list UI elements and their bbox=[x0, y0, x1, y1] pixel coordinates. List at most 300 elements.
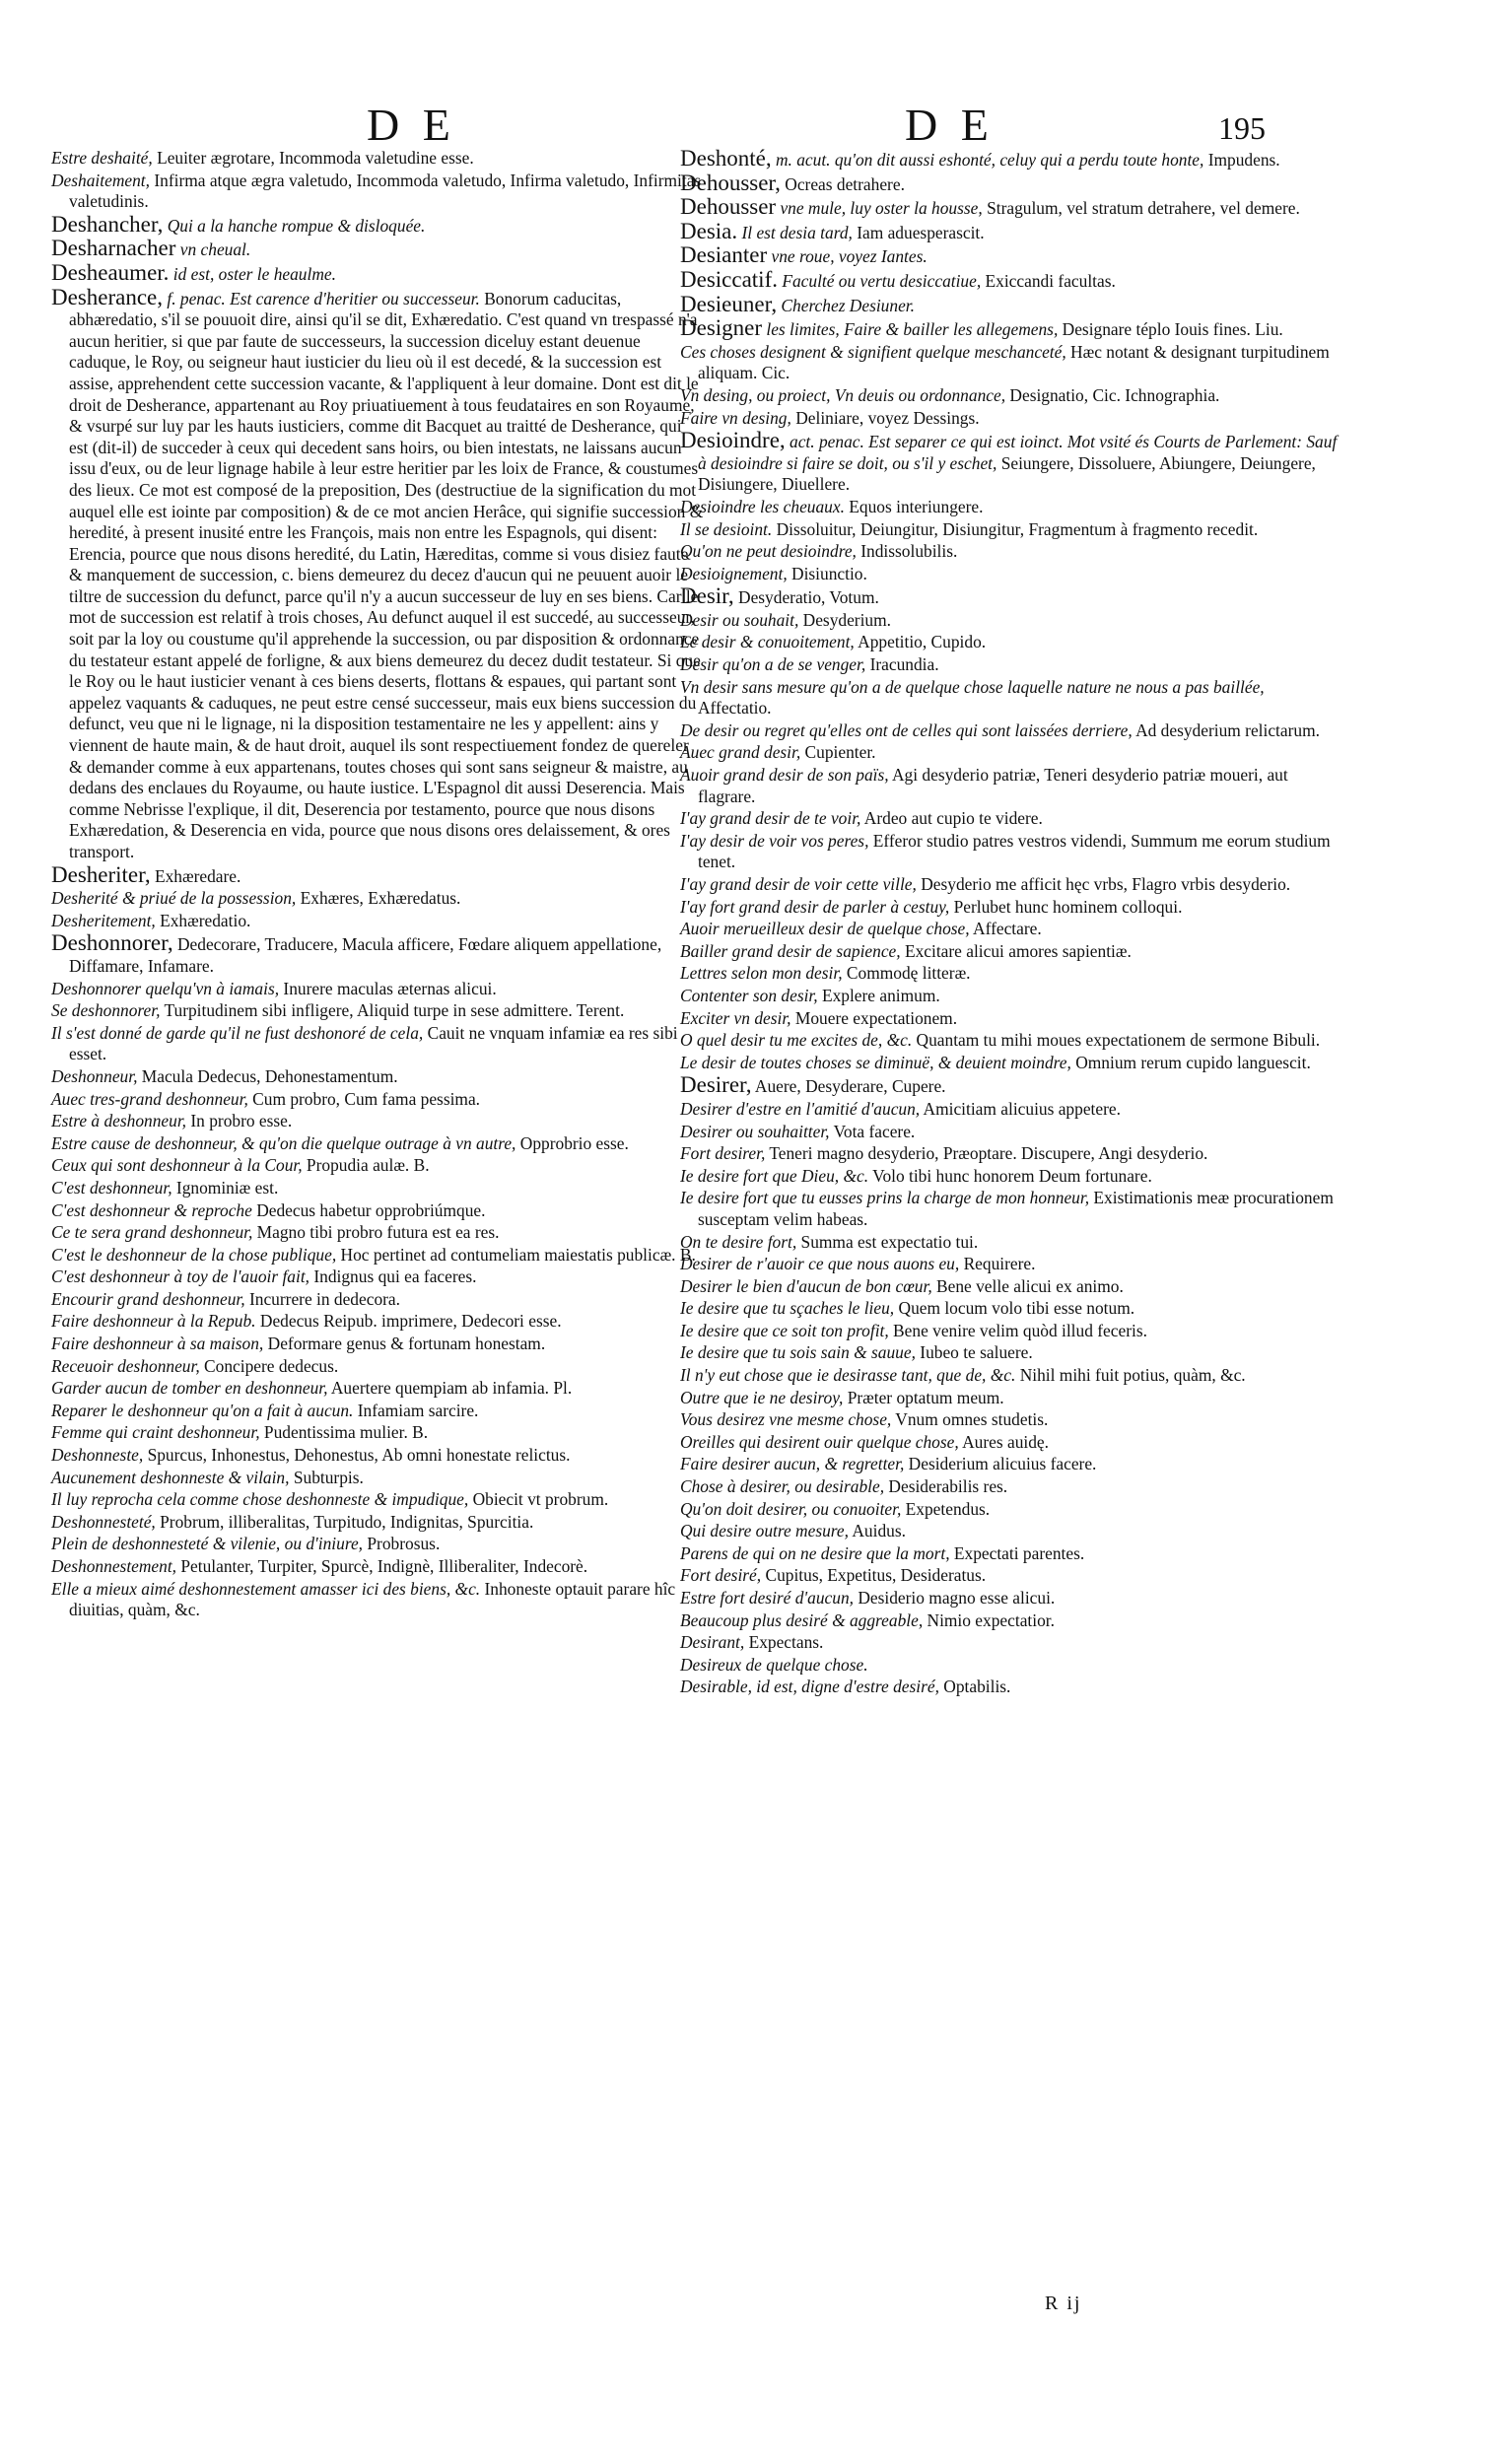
entry-headword: Deshonté, bbox=[680, 146, 772, 171]
entry-latin-text: Expetendus. bbox=[901, 1498, 991, 1519]
entry-french-text: Se deshonnorer, bbox=[51, 1000, 161, 1021]
entry-french-text: Fort desirer, bbox=[680, 1143, 766, 1164]
dictionary-entry bbox=[680, 1365, 1340, 1387]
entry-french-text: Desirer ou souhaitter, bbox=[680, 1121, 830, 1141]
dictionary-entry bbox=[680, 585, 1340, 609]
dictionary-entry bbox=[680, 1122, 1340, 1143]
dictionary-entry bbox=[51, 1512, 704, 1534]
entry-headword: Desheaumer. bbox=[51, 259, 170, 285]
entry-latin-text: Seiungere, Dissoluere, Abiungere, Deiungere, Disiungere, Diuellere. bbox=[698, 452, 1316, 495]
entry-french-text: Desir ou souhait, bbox=[680, 609, 799, 630]
entry-french-text: Estre deshaité, bbox=[51, 148, 153, 168]
entry-latin-text: Desyderium. bbox=[798, 609, 891, 630]
dictionary-entry bbox=[680, 610, 1340, 632]
left-column bbox=[51, 148, 704, 1622]
dictionary-entry bbox=[680, 963, 1340, 985]
entry-french-text: Auec tres-grand deshonneur, bbox=[51, 1088, 248, 1109]
entry-french-text: Ie desire que tu sois sain & sauue, bbox=[680, 1342, 916, 1363]
dictionary-entry bbox=[680, 148, 1340, 171]
entry-french-text: Il s'est donné de garde qu'il ne fust deshonoré de cela, bbox=[51, 1022, 424, 1043]
entry-french-text: vne mule, luy oster la housse, bbox=[776, 198, 983, 219]
dictionary-entry bbox=[51, 932, 704, 977]
entry-french-text: De desir ou regret qu'elles ont de celles qui sont laissées derriere, bbox=[680, 719, 1133, 740]
entry-latin-text: Inurere maculas æternas alicui. bbox=[279, 978, 497, 998]
entry-latin-text: Summa est expectatio tui. bbox=[796, 1231, 979, 1252]
dictionary-entry bbox=[680, 342, 1340, 384]
dictionary-entry bbox=[680, 941, 1340, 963]
entry-french-text: Femme qui craint deshonneur, bbox=[51, 1422, 260, 1443]
entry-latin-text: Concipere dedecus. bbox=[199, 1355, 339, 1376]
entry-latin-text: Ardeo aut cupio te videre. bbox=[860, 808, 1043, 829]
dictionary-entry bbox=[680, 317, 1340, 341]
dictionary-entry bbox=[680, 430, 1340, 496]
entry-french-text: Cherchez Desiuner. bbox=[777, 295, 915, 315]
dictionary-entry bbox=[680, 1499, 1340, 1521]
dictionary-entry bbox=[51, 1111, 704, 1132]
entry-french-text: Desirer d'estre en l'amitié d'aucun, bbox=[680, 1098, 921, 1119]
dictionary-entry bbox=[51, 1000, 704, 1022]
dictionary-entry bbox=[51, 888, 704, 910]
entry-latin-text: Pudentissima mulier. B. bbox=[259, 1422, 429, 1443]
entry-french-text: Ces choses designent & signifient quelque meschanceté, bbox=[680, 341, 1066, 362]
dictionary-entry bbox=[680, 919, 1340, 940]
entry-french-text: Desirant, bbox=[680, 1632, 745, 1653]
entry-french-text: C'est deshonneur & reproche bbox=[51, 1199, 252, 1220]
entry-french-text: Il n'y eut chose que ie desirasse tant, que de, &c. bbox=[680, 1365, 1016, 1386]
entry-latin-text: Probrum, illiberalitas, Turpitudo, Indignitas, Spurcitia. bbox=[155, 1511, 534, 1532]
entry-latin-text: Magno tibi probro futura est ea res. bbox=[252, 1222, 500, 1243]
entry-latin-text: Desiderium alicuius facere. bbox=[904, 1454, 1097, 1474]
entry-latin-text: Cum probro, Cum fama pessima. bbox=[247, 1088, 481, 1109]
dictionary-entry bbox=[51, 1289, 704, 1311]
dictionary-entry bbox=[680, 1254, 1340, 1275]
entry-french-text: Receuoir deshonneur, bbox=[51, 1355, 200, 1376]
dictionary-entry bbox=[680, 497, 1340, 518]
dictionary-entry bbox=[680, 1655, 1340, 1677]
dictionary-entry bbox=[51, 1556, 704, 1578]
entry-latin-text: Infamiam sarcire. bbox=[353, 1400, 479, 1420]
entry-headword: Desir, bbox=[680, 583, 734, 609]
entry-french-text: id est, oster le heaulme. bbox=[169, 263, 336, 284]
dictionary-entry bbox=[680, 1521, 1340, 1542]
dictionary-entry bbox=[51, 1356, 704, 1378]
dictionary-entry bbox=[51, 1023, 704, 1065]
entry-french-text: Vn desing, ou proiect, Vn deuis ou ordonnance, bbox=[680, 384, 1006, 405]
dictionary-entry bbox=[51, 1222, 704, 1244]
entry-french-text: Desireux de quelque chose. bbox=[680, 1654, 868, 1675]
entry-latin-text: Bene venire velim quòd illud feceris. bbox=[888, 1320, 1147, 1340]
dictionary-entry bbox=[51, 1200, 704, 1222]
entry-headword: Dehousser, bbox=[680, 170, 781, 195]
dictionary-entry bbox=[680, 1565, 1340, 1587]
entry-latin-text: Agi desyderio patriæ, Teneri desyderio patriæ moueri, aut flagrare. bbox=[698, 765, 1288, 806]
entry-latin-text: Aures auidę. bbox=[958, 1431, 1049, 1452]
entry-french-text: Deshonneur, bbox=[51, 1065, 138, 1086]
entry-french-text: Garder aucun de tomber en deshonneur, bbox=[51, 1378, 328, 1399]
dictionary-entry bbox=[51, 259, 704, 286]
entry-french-text: Ce te sera grand deshonneur, bbox=[51, 1222, 253, 1243]
dictionary-entry bbox=[51, 979, 704, 1000]
entry-headword: Desirer, bbox=[680, 1072, 752, 1098]
entry-latin-text: Propudia aulæ. B. bbox=[302, 1155, 430, 1176]
dictionary-entry bbox=[51, 1489, 704, 1511]
entry-french-text: On te desire fort, bbox=[680, 1231, 797, 1252]
entry-latin-text: Auere, Desyderare, Cupere. bbox=[751, 1076, 946, 1097]
entry-french-text: Faire deshonneur à sa maison, bbox=[51, 1334, 264, 1354]
left-running-head: D E bbox=[367, 100, 456, 150]
dictionary-entry bbox=[680, 1053, 1340, 1074]
entry-latin-text: Teneri magno desyderio, Præoptare. Discupere, Angi desyderio. bbox=[765, 1143, 1208, 1164]
entry-latin-text: Opprobrio esse. bbox=[515, 1132, 629, 1153]
entry-french-text: C'est deshonneur, bbox=[51, 1177, 172, 1198]
dictionary-entry bbox=[51, 1378, 704, 1400]
entry-french-text: Estre à deshonneur, bbox=[51, 1111, 187, 1131]
dictionary-entry bbox=[680, 1342, 1340, 1364]
dictionary-entry bbox=[680, 218, 1340, 244]
entry-french-text: Qui a la hanche rompue & disloquée. bbox=[163, 215, 426, 236]
entry-french-text: les limites, Faire & bailler les allegemens, bbox=[762, 319, 1059, 340]
entry-latin-text: Nihil mihi fuit potius, quàm, &c. bbox=[1015, 1365, 1246, 1386]
entry-latin-text: Optabilis. bbox=[938, 1677, 1011, 1697]
dictionary-entry bbox=[680, 1409, 1340, 1431]
entry-latin-text: Iubeo te saluere. bbox=[915, 1342, 1033, 1363]
dictionary-entry bbox=[680, 1610, 1340, 1632]
entry-french-text: m. acut. qu'on dit aussi eshonté, celuy qui a perdu toute honte, bbox=[771, 150, 1204, 170]
dictionary-entry bbox=[51, 861, 704, 888]
dictionary-entry bbox=[51, 1155, 704, 1177]
entry-latin-text: Infirma atque ægra valetudo, Incommoda valetudo, Infirma valetudo, Infirmitas valetudinis. bbox=[69, 170, 702, 212]
entry-french-text: Estre cause de deshonneur, & qu'on die quelque outrage à vn autre, bbox=[51, 1132, 516, 1153]
dictionary-entry bbox=[680, 1677, 1340, 1698]
dictionary-entry bbox=[51, 1422, 704, 1444]
dictionary-entry bbox=[51, 1468, 704, 1489]
entry-headword: Desiccatif. bbox=[680, 266, 778, 292]
entry-french-text: Auoir grand desir de son païs, bbox=[680, 765, 889, 786]
dictionary-entry bbox=[680, 874, 1340, 896]
entry-headword: Dehousser bbox=[680, 194, 777, 220]
entry-french-text: Deshaitement, bbox=[51, 170, 150, 190]
entry-latin-text: Ocreas detrahere. bbox=[780, 173, 905, 194]
dictionary-entry bbox=[680, 1099, 1340, 1121]
entry-french-text: Desioindre les cheuaux. bbox=[680, 496, 845, 516]
entry-french-text: Estre fort desiré d'aucun, bbox=[680, 1588, 854, 1608]
entry-french-text: Deshonneste, bbox=[51, 1445, 144, 1466]
entry-latin-text: Iam aduesperascit. bbox=[852, 222, 985, 242]
dictionary-entry bbox=[51, 238, 704, 261]
entry-french-text: Beaucoup plus desiré & aggreable, bbox=[680, 1609, 924, 1630]
entry-latin-text: Præter optatum meum. bbox=[843, 1387, 1004, 1407]
dictionary-entry bbox=[680, 1188, 1340, 1230]
entry-latin-text: Cupitus, Expetitus, Desideratus. bbox=[761, 1565, 987, 1586]
dictionary-entry bbox=[680, 677, 1340, 719]
entry-french-text: Vn desir sans mesure qu'on a de quelque chose laquelle nature ne nous a pas baillée, bbox=[680, 676, 1265, 697]
entry-french-text: Desherité & priué de la possession, bbox=[51, 888, 297, 909]
entry-latin-text: Subturpis. bbox=[289, 1467, 364, 1487]
entry-latin-text: Stragulum, vel stratum detrahere, vel demere. bbox=[982, 198, 1300, 219]
entry-latin-text: Macula Dedecus, Dehonestamentum. bbox=[137, 1065, 398, 1086]
dictionary-entry bbox=[680, 1476, 1340, 1498]
entry-french-text: vn cheual. bbox=[175, 240, 251, 260]
signature-mark: R ij bbox=[1045, 2293, 1082, 2314]
entry-french-text: Ie desire que tu sçaches le lieu, bbox=[680, 1298, 895, 1319]
entry-french-text: Desioignement, bbox=[680, 563, 788, 583]
entry-latin-text: Probrosus. bbox=[363, 1534, 441, 1554]
entry-latin-text: Deliniare, voyez Dessings. bbox=[790, 407, 980, 428]
dictionary-entry bbox=[680, 196, 1340, 220]
entry-headword: Designer bbox=[680, 315, 763, 341]
entry-latin-text: Iracundia. bbox=[865, 654, 939, 675]
dictionary-entry bbox=[680, 564, 1340, 585]
entry-headword: Desieuner, bbox=[680, 291, 778, 316]
entry-latin-text: Bonorum caducitas, abhæredatio, s'il se pouuoit dire, ainsi qu'il se dit, Exhæredatio. C'est quand vn trespassé n'a aucun heritier, si que par faute de successeurs, la succession diceluy estant deuenue caduque, le Roy, ou seigneur haut iusticier du lieu où il est decedé, & la succession est assise, apprehendent cette succession vacante, & l'appliquent à leur domaine. Dont est dit le droit de Desherance, appartenant au Roy priuatiuement à tous feudataires en son Royaume, & vsurpé sur luy par les hauts iusticiers, comme dit Bacquet au traitté de Desherance, qui est (dit-il) de succeder à ceux qui decedent sans hoirs, ou bien intestats, ne laissans aucun issu d'eux, ou de leur lignage habile à leur estre heritier par les loix de France, & coustumes des lieux. Ce mot est composé de la preposition, Des (destructiue de la signification du mot auquel elle est iointe par composition) & de ce mot ancien Herâce, qui signifie succession & heredité, à present inusité entre les François, mais non entre les Espagnols, qui disent: Erencia, pource que nous disons heredité, du Latin, Hæreditas, comme si vous disiez faute & manquement de succession, c. biens demeurez du decez d'aucun qui ne peuuent auoir le tiltre de succession du defunct, parce qu'il n'y a aucun successeur de luy en ses biens. Car le mot de succession est relatif à trois choses, Au defunct auquel il est succedé, au successeur, soit par la loy ou coustume qu'il apprehende la succession, ou par disposition & ordonnance du testateur estant appelé de forligne, & aux biens demeurez du decez dudit testateur. Si que le Roy ou le haut iusticier venant à ces biens deserts, flottans & espaues, qui partant sont appelez vaquants & caduques, ne peut estre censé successeur, mais eux biens succession du defunct, veu que ni le lignage, ni la disposition testamentaire ne les y appellent: ains y viennent de haute main, & de haut droit, auquel ils sont respectiuement fondez de quereler & demander comme à eux appartenans, toutes choses qui sont sans seigneur & maistre, au dedans des enclaues du Royaume, ou haute iustice. L'Espagnol dit aussi Deserencia. Mais comme Nebrisse l'explique, il dit, Deserencia por testamento, pource que nous disons Exhæredation, & Deserencia en vida, pource que nous disons ores delaissement, & ores transport. bbox=[69, 288, 704, 861]
dictionary-entry bbox=[680, 632, 1340, 653]
entry-french-text: C'est le deshonneur de la chose publique, bbox=[51, 1244, 337, 1265]
entry-french-text: Bailler grand desir de sapience, bbox=[680, 940, 901, 961]
entry-latin-text: Cupienter. bbox=[800, 742, 876, 763]
entry-headword: Desioindre, bbox=[680, 428, 786, 453]
dictionary-entry bbox=[680, 1454, 1340, 1475]
dictionary-entry bbox=[680, 408, 1340, 430]
entry-french-text: Deshonnorer quelqu'vn à iamais, bbox=[51, 978, 280, 998]
dictionary-entry bbox=[680, 1030, 1340, 1052]
entry-latin-text: Indignus qui ea faceres. bbox=[309, 1266, 477, 1287]
entry-french-text: Le desir de toutes choses se diminuë, & deuient moindre, bbox=[680, 1052, 1071, 1072]
right-running-head: D E bbox=[905, 100, 995, 150]
entry-latin-text: Disiunctio. bbox=[787, 563, 867, 583]
dictionary-entry bbox=[680, 1432, 1340, 1454]
entry-latin-text: Designatio, Cic. Ichnographia. bbox=[1005, 384, 1220, 405]
dictionary-entry bbox=[51, 211, 704, 238]
entry-latin-text: Exhæres, Exhæredatus. bbox=[296, 888, 461, 909]
entry-french-text: Qu'on ne peut desioindre, bbox=[680, 541, 857, 562]
dictionary-entry bbox=[680, 1632, 1340, 1654]
dictionary-entry bbox=[51, 1089, 704, 1111]
dictionary-entry bbox=[680, 541, 1340, 563]
dictionary-entry bbox=[680, 1588, 1340, 1609]
entry-french-text: I'ay desir de voir vos peres, bbox=[680, 830, 869, 851]
entry-latin-text: Exhæredatio. bbox=[155, 910, 251, 930]
dictionary-entry bbox=[51, 1066, 704, 1088]
dictionary-entry bbox=[680, 765, 1340, 807]
entry-latin-text: Equos interiungere. bbox=[844, 496, 984, 516]
entry-latin-text: Auertere quempiam ab infamia. Pl. bbox=[327, 1378, 573, 1399]
entry-latin-text: Ad desyderium relictarum. bbox=[1132, 719, 1320, 740]
entry-latin-text: Volo tibi hunc honorem Deum fortunare. bbox=[868, 1165, 1152, 1186]
entry-latin-text: Affectatio. bbox=[698, 698, 772, 719]
dictionary-entry bbox=[51, 1445, 704, 1467]
dictionary-entry bbox=[680, 1543, 1340, 1565]
entry-latin-text: Spurcus, Inhonestus, Dehonestus, Ab omni honestate relictus. bbox=[143, 1445, 571, 1466]
dictionary-entry bbox=[680, 720, 1340, 742]
entry-latin-text: Existimationis meæ procurationem susceptam velim habeas. bbox=[698, 1188, 1334, 1229]
entry-latin-text: Petulanter, Turpiter, Spurcè, Indignè, Illiberaliter, Indecorè. bbox=[176, 1556, 588, 1576]
entry-latin-text: Excitare alicui amores sapientiæ. bbox=[900, 940, 1132, 961]
entry-french-text: Il est desia tard, bbox=[737, 222, 853, 242]
entry-french-text: Qu'on doit desirer, ou conuoiter, bbox=[680, 1498, 902, 1519]
entry-french-text: Le desir & conuoitement, bbox=[680, 632, 855, 652]
entry-latin-text: Indissolubilis. bbox=[856, 541, 958, 562]
entry-french-text: Encourir grand deshonneur, bbox=[51, 1288, 245, 1309]
entry-french-text: Ceux qui sont deshonneur à la Cour, bbox=[51, 1155, 303, 1176]
entry-french-text: f. penac. Est carence d'heritier ou successeur. bbox=[163, 288, 480, 308]
entry-latin-text: Omnium rerum cupido languescit. bbox=[1070, 1052, 1311, 1072]
dictionary-entry bbox=[680, 1321, 1340, 1342]
dictionary-entry bbox=[680, 172, 1340, 196]
entry-french-text: Deshonnesteté, bbox=[51, 1511, 156, 1532]
entry-latin-text: Mouere expectationem. bbox=[790, 1007, 958, 1028]
entry-french-text: Ie desire que ce soit ton profit, bbox=[680, 1320, 889, 1340]
entry-latin-text: Desiderio magno esse alicui. bbox=[854, 1588, 1056, 1608]
entry-french-text: Desirer de r'auoir ce que nous auons eu, bbox=[680, 1254, 960, 1274]
entry-latin-text: Desyderatio, Votum. bbox=[733, 587, 879, 608]
entry-latin-text: Inhoneste optauit parare hîc diuitias, quàm, &c. bbox=[69, 1578, 676, 1620]
dictionary-entry bbox=[680, 1232, 1340, 1254]
entry-french-text: Vous desirez vne mesme chose, bbox=[680, 1409, 892, 1430]
dictionary-entry bbox=[680, 897, 1340, 919]
entry-french-text: Aucunement deshonneste & vilain, bbox=[51, 1467, 290, 1487]
dictionary-entry bbox=[680, 1008, 1340, 1030]
dictionary-entry bbox=[51, 171, 704, 213]
entry-latin-text: Affectare. bbox=[969, 919, 1042, 939]
entry-french-text: Plein de deshonnesteté & vilenie, ou d'iniure, bbox=[51, 1534, 364, 1554]
dictionary-entry bbox=[51, 148, 704, 170]
entry-french-text: Chose à desirer, ou desirable, bbox=[680, 1476, 885, 1497]
entry-headword: Deshancher, bbox=[51, 211, 164, 237]
entry-french-text: Faculté ou vertu desiccatiue, bbox=[777, 270, 982, 291]
entry-latin-text: Impudens. bbox=[1203, 150, 1280, 170]
entry-latin-text: In probro esse. bbox=[186, 1111, 293, 1131]
entry-french-text: Elle a mieux aimé deshonnestement amasser ici des biens, &c. bbox=[51, 1578, 481, 1599]
entry-latin-text: Hoc pertinet ad contumeliam maiestatis publicæ. B. bbox=[336, 1244, 696, 1265]
entry-french-text: Auoir merueilleux desir de quelque chose, bbox=[680, 919, 970, 939]
entry-headword: Desharnacher bbox=[51, 236, 176, 261]
entry-latin-text: Appetitio, Cupido. bbox=[854, 632, 987, 652]
entry-french-text: O quel desir tu me excites de, &c. bbox=[680, 1030, 913, 1051]
entry-latin-text: Dedecorare, Traducere, Macula afficere, Fœdare aliquem appellatione, Diffamare, Infamare. bbox=[69, 934, 662, 976]
entry-french-text: Il se desioint. bbox=[680, 518, 773, 539]
right-column bbox=[680, 148, 1340, 1699]
entry-headword: Deshonnorer, bbox=[51, 930, 173, 956]
dictionary-entry bbox=[680, 742, 1340, 764]
entry-latin-text: Ignominiæ est. bbox=[172, 1177, 279, 1198]
entry-french-text: Lettres selon mon desir, bbox=[680, 963, 843, 984]
entry-latin-text: Exhæredare. bbox=[150, 865, 241, 886]
entry-headword: Desia. bbox=[680, 218, 738, 243]
entry-french-text: I'ay fort grand desir de parler à cestuy, bbox=[680, 896, 950, 917]
dictionary-entry bbox=[51, 1534, 704, 1555]
entry-latin-text: Efferor studio patres vestros videndi, Summum me eorum studium tenet. bbox=[698, 830, 1331, 872]
entry-french-text: Faire desirer aucun, & regretter, bbox=[680, 1454, 905, 1474]
entry-latin-text: Exiccandi facultas. bbox=[981, 270, 1116, 291]
dictionary-entry bbox=[680, 1388, 1340, 1409]
entry-latin-text: Desyderio me afficit hęc vrbs, Flagro vrbis desyderio. bbox=[916, 874, 1291, 894]
entry-latin-text: Incurrere in dedecora. bbox=[244, 1288, 400, 1309]
entry-latin-text: Expectati parentes. bbox=[949, 1542, 1085, 1563]
entry-french-text: Auec grand desir, bbox=[680, 742, 801, 763]
entry-latin-text: Auidus. bbox=[848, 1521, 906, 1541]
dictionary-entry bbox=[680, 654, 1340, 676]
entry-french-text: Fort desiré, bbox=[680, 1565, 762, 1586]
entry-french-text: Desirable, id est, digne d'estre desiré, bbox=[680, 1677, 939, 1697]
entry-latin-text: Dissoluitur, Deiungitur, Disiungitur, Fragmentum à fragmento recedit. bbox=[772, 518, 1259, 539]
dictionary-entry bbox=[680, 266, 1340, 293]
dictionary-entry bbox=[680, 1143, 1340, 1165]
dictionary-entry bbox=[51, 1178, 704, 1199]
dictionary-entry bbox=[680, 831, 1340, 873]
entry-french-text: Contenter son desir, bbox=[680, 985, 818, 1005]
entry-latin-text: Dedecus Reipub. imprimere, Dedecori esse. bbox=[255, 1311, 562, 1332]
dictionary-entry bbox=[680, 519, 1340, 541]
entry-french-text: Il luy reprocha cela comme chose deshonneste & impudique, bbox=[51, 1489, 469, 1510]
dictionary-entry bbox=[680, 1074, 1340, 1098]
dictionary-entry bbox=[51, 1266, 704, 1288]
entry-french-text: Faire vn desing, bbox=[680, 407, 791, 428]
entry-french-text: Desir qu'on a de se venger, bbox=[680, 654, 866, 675]
dictionary-entry bbox=[51, 1245, 704, 1266]
entry-latin-text: Vota facere. bbox=[829, 1121, 916, 1141]
entry-latin-text: Explere animum. bbox=[817, 985, 940, 1005]
entry-latin-text: Quem locum volo tibi esse notum. bbox=[894, 1298, 1135, 1319]
dictionary-entry bbox=[680, 986, 1340, 1007]
entry-latin-text: Amicitiam alicuius appetere. bbox=[920, 1098, 1121, 1119]
entry-french-text: C'est deshonneur à toy de l'auoir fait, bbox=[51, 1266, 309, 1287]
entry-latin-text: Bene velle alicui ex animo. bbox=[931, 1275, 1124, 1296]
entry-latin-text: Hæc notant & designant turpitudinem aliquam. Cic. bbox=[698, 341, 1330, 383]
dictionary-entry bbox=[51, 1133, 704, 1155]
dictionary-entry bbox=[51, 1311, 704, 1333]
entry-latin-text: Leuiter ægrotare, Incommoda valetudine esse. bbox=[152, 148, 474, 168]
entry-latin-text: Requirere. bbox=[959, 1254, 1036, 1274]
entry-latin-text: Cauit ne vnquam infamiæ ea res sibi esset. bbox=[69, 1022, 678, 1064]
dictionary-entry bbox=[680, 1298, 1340, 1320]
entry-latin-text: Vnum omnes studetis. bbox=[891, 1409, 1049, 1430]
entry-latin-text: Turpitudinem sibi infligere, Aliquid turpe in sese admittere. Terent. bbox=[160, 1000, 625, 1021]
entry-french-text: Outre que ie ne desiroy, bbox=[680, 1387, 844, 1407]
entry-french-text: vne roue, voyez Iantes. bbox=[767, 246, 928, 267]
entry-french-text: Ie desire fort que Dieu, &c. bbox=[680, 1165, 869, 1186]
entry-french-text: Exciter vn desir, bbox=[680, 1007, 791, 1028]
entry-french-text: Faire deshonneur à la Repub. bbox=[51, 1311, 256, 1332]
entry-latin-text: Desiderabilis res. bbox=[884, 1476, 1008, 1497]
entry-french-text: act. penac. Est separer ce qui est ioinct. Mot vsité és Courts de Parlement: Sauf à desioindre si faire se doit, ou s'il y eschet, bbox=[698, 432, 1338, 473]
entry-latin-text: Deformare genus & fortunam honestam. bbox=[263, 1334, 546, 1354]
dictionary-entry bbox=[51, 911, 704, 932]
entry-latin-text: Commodę litteræ. bbox=[842, 963, 971, 984]
page-number: 195 bbox=[1218, 110, 1266, 146]
entry-latin-text: Dedecus habetur opprobriúmque. bbox=[251, 1199, 486, 1220]
dictionary-entry bbox=[680, 1276, 1340, 1298]
entry-headword: Desherance, bbox=[51, 284, 164, 309]
entry-headword: Desheriter, bbox=[51, 861, 151, 887]
dictionary-entry bbox=[51, 284, 704, 863]
entry-latin-text: Expectans. bbox=[744, 1632, 824, 1653]
entry-french-text: Parens de qui on ne desire que la mort, bbox=[680, 1542, 950, 1563]
entry-french-text: Reparer le deshonneur qu'on a fait à aucun. bbox=[51, 1400, 354, 1420]
entry-french-text: Desirer le bien d'aucun de bon cœur, bbox=[680, 1275, 932, 1296]
dictionary-entry bbox=[680, 1166, 1340, 1188]
entry-latin-text: Perlubet hunc hominem colloqui. bbox=[949, 896, 1183, 917]
entry-french-text: I'ay grand desir de te voir, bbox=[680, 808, 861, 829]
entry-french-text: Deshonnestement, bbox=[51, 1556, 177, 1576]
dictionary-entry bbox=[51, 1401, 704, 1422]
entry-latin-text: Quantam tu mihi moues expectationem de sermone Bibuli. bbox=[912, 1030, 1321, 1051]
dictionary-entry bbox=[51, 1579, 704, 1621]
entry-latin-text: Designare téplo Iouis fines. Liu. bbox=[1058, 319, 1283, 340]
entry-french-text: Ie desire fort que tu eusses prins la charge de mon honneur, bbox=[680, 1188, 1090, 1208]
entry-latin-text: Obiecit vt probrum. bbox=[468, 1489, 609, 1510]
dictionary-entry bbox=[680, 291, 1340, 317]
entry-headword: Desianter bbox=[680, 242, 768, 268]
